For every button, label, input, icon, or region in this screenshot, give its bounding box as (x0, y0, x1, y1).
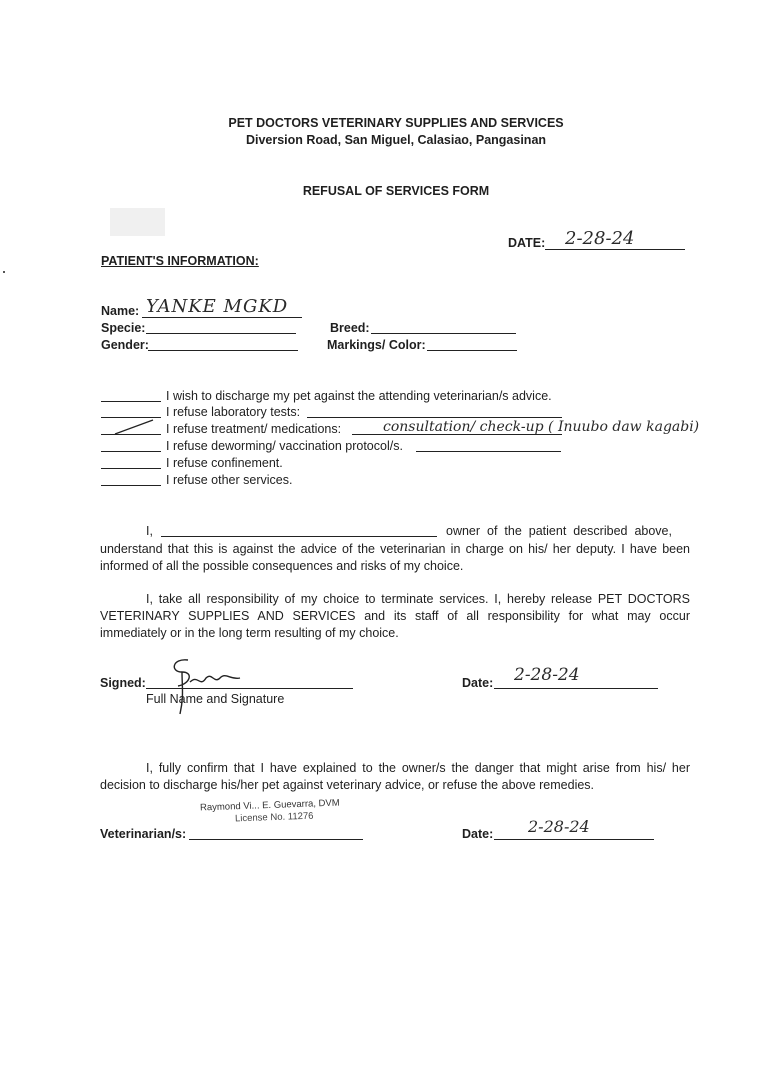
full-name-caption: Full Name and Signature (146, 692, 285, 706)
markings-label: Markings/ Color: (327, 338, 426, 352)
refusal-check-blank[interactable] (101, 485, 161, 486)
refusal-check-blank[interactable] (101, 468, 161, 469)
veterinarian-label: Veterinarian/s: (100, 827, 187, 841)
refusal-text: I refuse deworming/ vaccination protocol/s. (166, 439, 403, 453)
business-name: PET DOCTORS VETERINARY SUPPLIES AND SERVICES (228, 116, 564, 130)
date-label: DATE: (508, 236, 546, 250)
signed-label: Signed: (100, 676, 146, 690)
deworming-line (416, 451, 561, 452)
date-value: 2-28-24 (565, 228, 635, 249)
refusal-check-blank[interactable] (101, 401, 161, 402)
owner-date-line (494, 688, 658, 689)
patient-name-value: YANKE MGKD (146, 296, 289, 317)
vet-stamp-license: License No. 11276 (234, 810, 314, 825)
specie-label: Specie: (101, 321, 146, 335)
check-mark-icon (113, 418, 163, 438)
vet-date-line (494, 839, 654, 840)
owner-signature-icon (160, 656, 250, 726)
breed-line (371, 333, 516, 334)
treatment-handwritten: consultation/ check-up ( Inuubo daw kagabi) (383, 419, 700, 435)
confirmation-paragraph: I, fully confirm that I have explained to the owner/s the danger that might arise from his/ her decision to discharge his/her pet against veterinary advice, or refuse the above remedies. (100, 761, 690, 792)
business-address: Diversion Road, San Miguel, Calasiao, Pangasinan (245, 133, 547, 147)
patient-section-title: PATIENT'S INFORMATION: (101, 254, 259, 268)
date-line (545, 249, 685, 250)
name-line (142, 317, 302, 318)
refusal-text: I refuse treatment/ medications: (166, 422, 342, 436)
scan-smudge (110, 208, 165, 236)
refusal-text: I wish to discharge my pet against the attending veterinarian/s advice. (166, 389, 552, 403)
refusal-text: I refuse laboratory tests: (166, 405, 301, 419)
statement-paragraph-2: I, take all responsibility of my choice to terminate services. I, hereby release PET DOCTORS VETERINARY SUPPLIES AND SERVICES and its staff of all responsibility for what may occur immediately or in the long term resulting of my choice. (100, 592, 690, 640)
refusal-text: I refuse confinement. (166, 456, 283, 470)
refusal-text: I refuse other services. (166, 473, 293, 487)
vet-stamp-name: Raymond Vi... E. Guevarra, DVM (199, 797, 340, 814)
veterinarian-line (189, 839, 363, 840)
breed-label: Breed: (330, 321, 370, 335)
scan-dot (3, 271, 5, 273)
name-label: Name: (101, 304, 140, 318)
gender-label: Gender: (101, 338, 149, 352)
refusal-check-blank[interactable] (101, 451, 161, 452)
form-title: REFUSAL OF SERVICES FORM (302, 184, 490, 198)
gender-line (148, 350, 298, 351)
lab-tests-line (307, 417, 562, 418)
statement-paragraph-1: understand that this is against the advice of the veterinarian in charge on his/ her deputy. I have been informed of all the possible consequences and risks of my choice. (100, 542, 690, 573)
markings-line (427, 350, 517, 351)
statement-i: I, (146, 524, 153, 538)
owner-date-value: 2-28-24 (514, 665, 580, 685)
owner-name-line (161, 536, 437, 537)
vet-date-value: 2-28-24 (528, 817, 590, 836)
statement-owner-of: owner of the patient described above, (446, 524, 672, 538)
owner-date-label: Date: (462, 676, 494, 690)
specie-line (146, 333, 296, 334)
vet-date-label: Date: (462, 827, 494, 841)
